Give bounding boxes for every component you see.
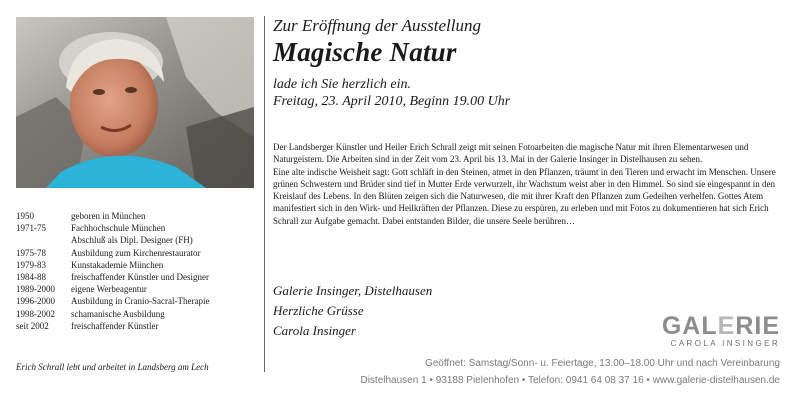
bio-entry [16, 283, 256, 295]
bio-entry [16, 320, 256, 332]
body-paragraph: Der Landsberger Künstler und Heiler Erich Schrall zeigt mit seinen Fotoarbeiten die magische Natur mit ihren Elementarwesen und Naturgeistern. Die Arbeiten sind in der Zeit vom 23. April bis 13. Mai in der Galerie Insinger in Distelhausen zu sehen. [273, 142, 749, 165]
bio-entry [16, 234, 256, 246]
bio-text: Abschluß als Dipl. Designer (FH) [71, 235, 193, 246]
bio-year: seit 2002 [16, 320, 49, 331]
signature-name: Carola Insinger [273, 323, 356, 338]
artist-photo [16, 17, 254, 188]
bio-year: 1950 [16, 211, 34, 221]
bio-entry [16, 308, 256, 320]
bio-year: 1998-2002 [16, 308, 55, 319]
body-paragraph: Eine alte indische Weisheit sagt: Gott schläft in den Steinen, atmet in den Pflanzen, träumt in den Tieren und erwacht im Menschen. Unsere grünen Schwestern und Brüder sind tief in Mutter Erde verwurzelt, ihr Wachstum weist aber in den Himmel. So sind sie eingespannt in den Kreislauf des Lebens. In den Blüten zeigen sich die Naturwesen, die mit ihrer Kraft den Pflanzen zum Gedeihen verhelfen. Gottes Atem manifestiert sich in den Wirk- und Heilkräften der Pflanzen. Diese zu erspüren, zu erleben und mit Fotos zu dokumentieren hat sich Erich Schrall zur Aufgabe gemacht. Dabei entstanden Bilder, die unsere Seele berühren… [273, 166, 776, 226]
bio-footer: Erich Schrall lebt und arbeitet in Landsberg am Lech [16, 362, 209, 372]
bio-entry [16, 295, 256, 307]
bio-entry [16, 247, 256, 259]
bio-text: schamanische Ausbildung [71, 308, 165, 319]
bio-text: Ausbildung in Cranio-Sacral-Therapie [71, 296, 210, 307]
body-text [273, 141, 789, 227]
bio-year: 1984-88 [16, 272, 46, 283]
biography-list [16, 210, 256, 332]
bio-year [16, 234, 71, 246]
bio-text: eigene Werbeagentur [71, 284, 147, 295]
bio-year: 1975-78 [16, 247, 46, 258]
signature-greeting: Herzliche Grüsse [273, 303, 364, 318]
bio-entry [16, 222, 256, 234]
column-divider [264, 16, 265, 372]
signature-gallery: Galerie Insinger, Distelhausen [273, 283, 433, 298]
bio-year: 1971-75 [16, 223, 46, 234]
bio-year: 1989-2000 [16, 284, 55, 295]
bio-entry [16, 210, 256, 222]
bio-entry [16, 259, 256, 271]
opening-hours: Geöffnet: Samstag/Sonn- u. Feiertage, 13.00–18.00 Uhr und nach Vereinbarung [424, 358, 780, 369]
date-line: Freitag, 23. April 2010, Beginn 19.00 Uhr [273, 94, 511, 109]
bio-text: Kunstakademie München [71, 259, 164, 270]
bio-year: 1996-2000 [16, 296, 55, 307]
bio-entry [16, 271, 256, 283]
intro-line: Zur Eröffnung der Ausstellung [273, 16, 481, 35]
bio-text: freischaffender Künstler und Designer [71, 272, 210, 283]
logo-subtitle: CAROLA INSINGER [670, 339, 780, 348]
invite-line: lade ich Sie herzlich ein. [273, 77, 412, 92]
logo-wordmark: GALERIE [661, 312, 780, 340]
contact-address: Distelhausen 1 • 93188 Pielenhofen • Telefon: 0941 64 08 37 16 • www.galerie-distelhausen.de [360, 375, 780, 386]
bio-text: geboren in München [71, 211, 146, 221]
bio-text: Ausbildung zum Kirchenrestaurator [71, 247, 201, 258]
bio-year: 1979-83 [16, 259, 46, 270]
bio-text: freischaffender Künstler [71, 320, 159, 331]
exhibition-title: Magische Natur [273, 37, 457, 67]
gallery-logo [662, 314, 780, 348]
bio-text: Fachhochschule München [71, 223, 166, 234]
